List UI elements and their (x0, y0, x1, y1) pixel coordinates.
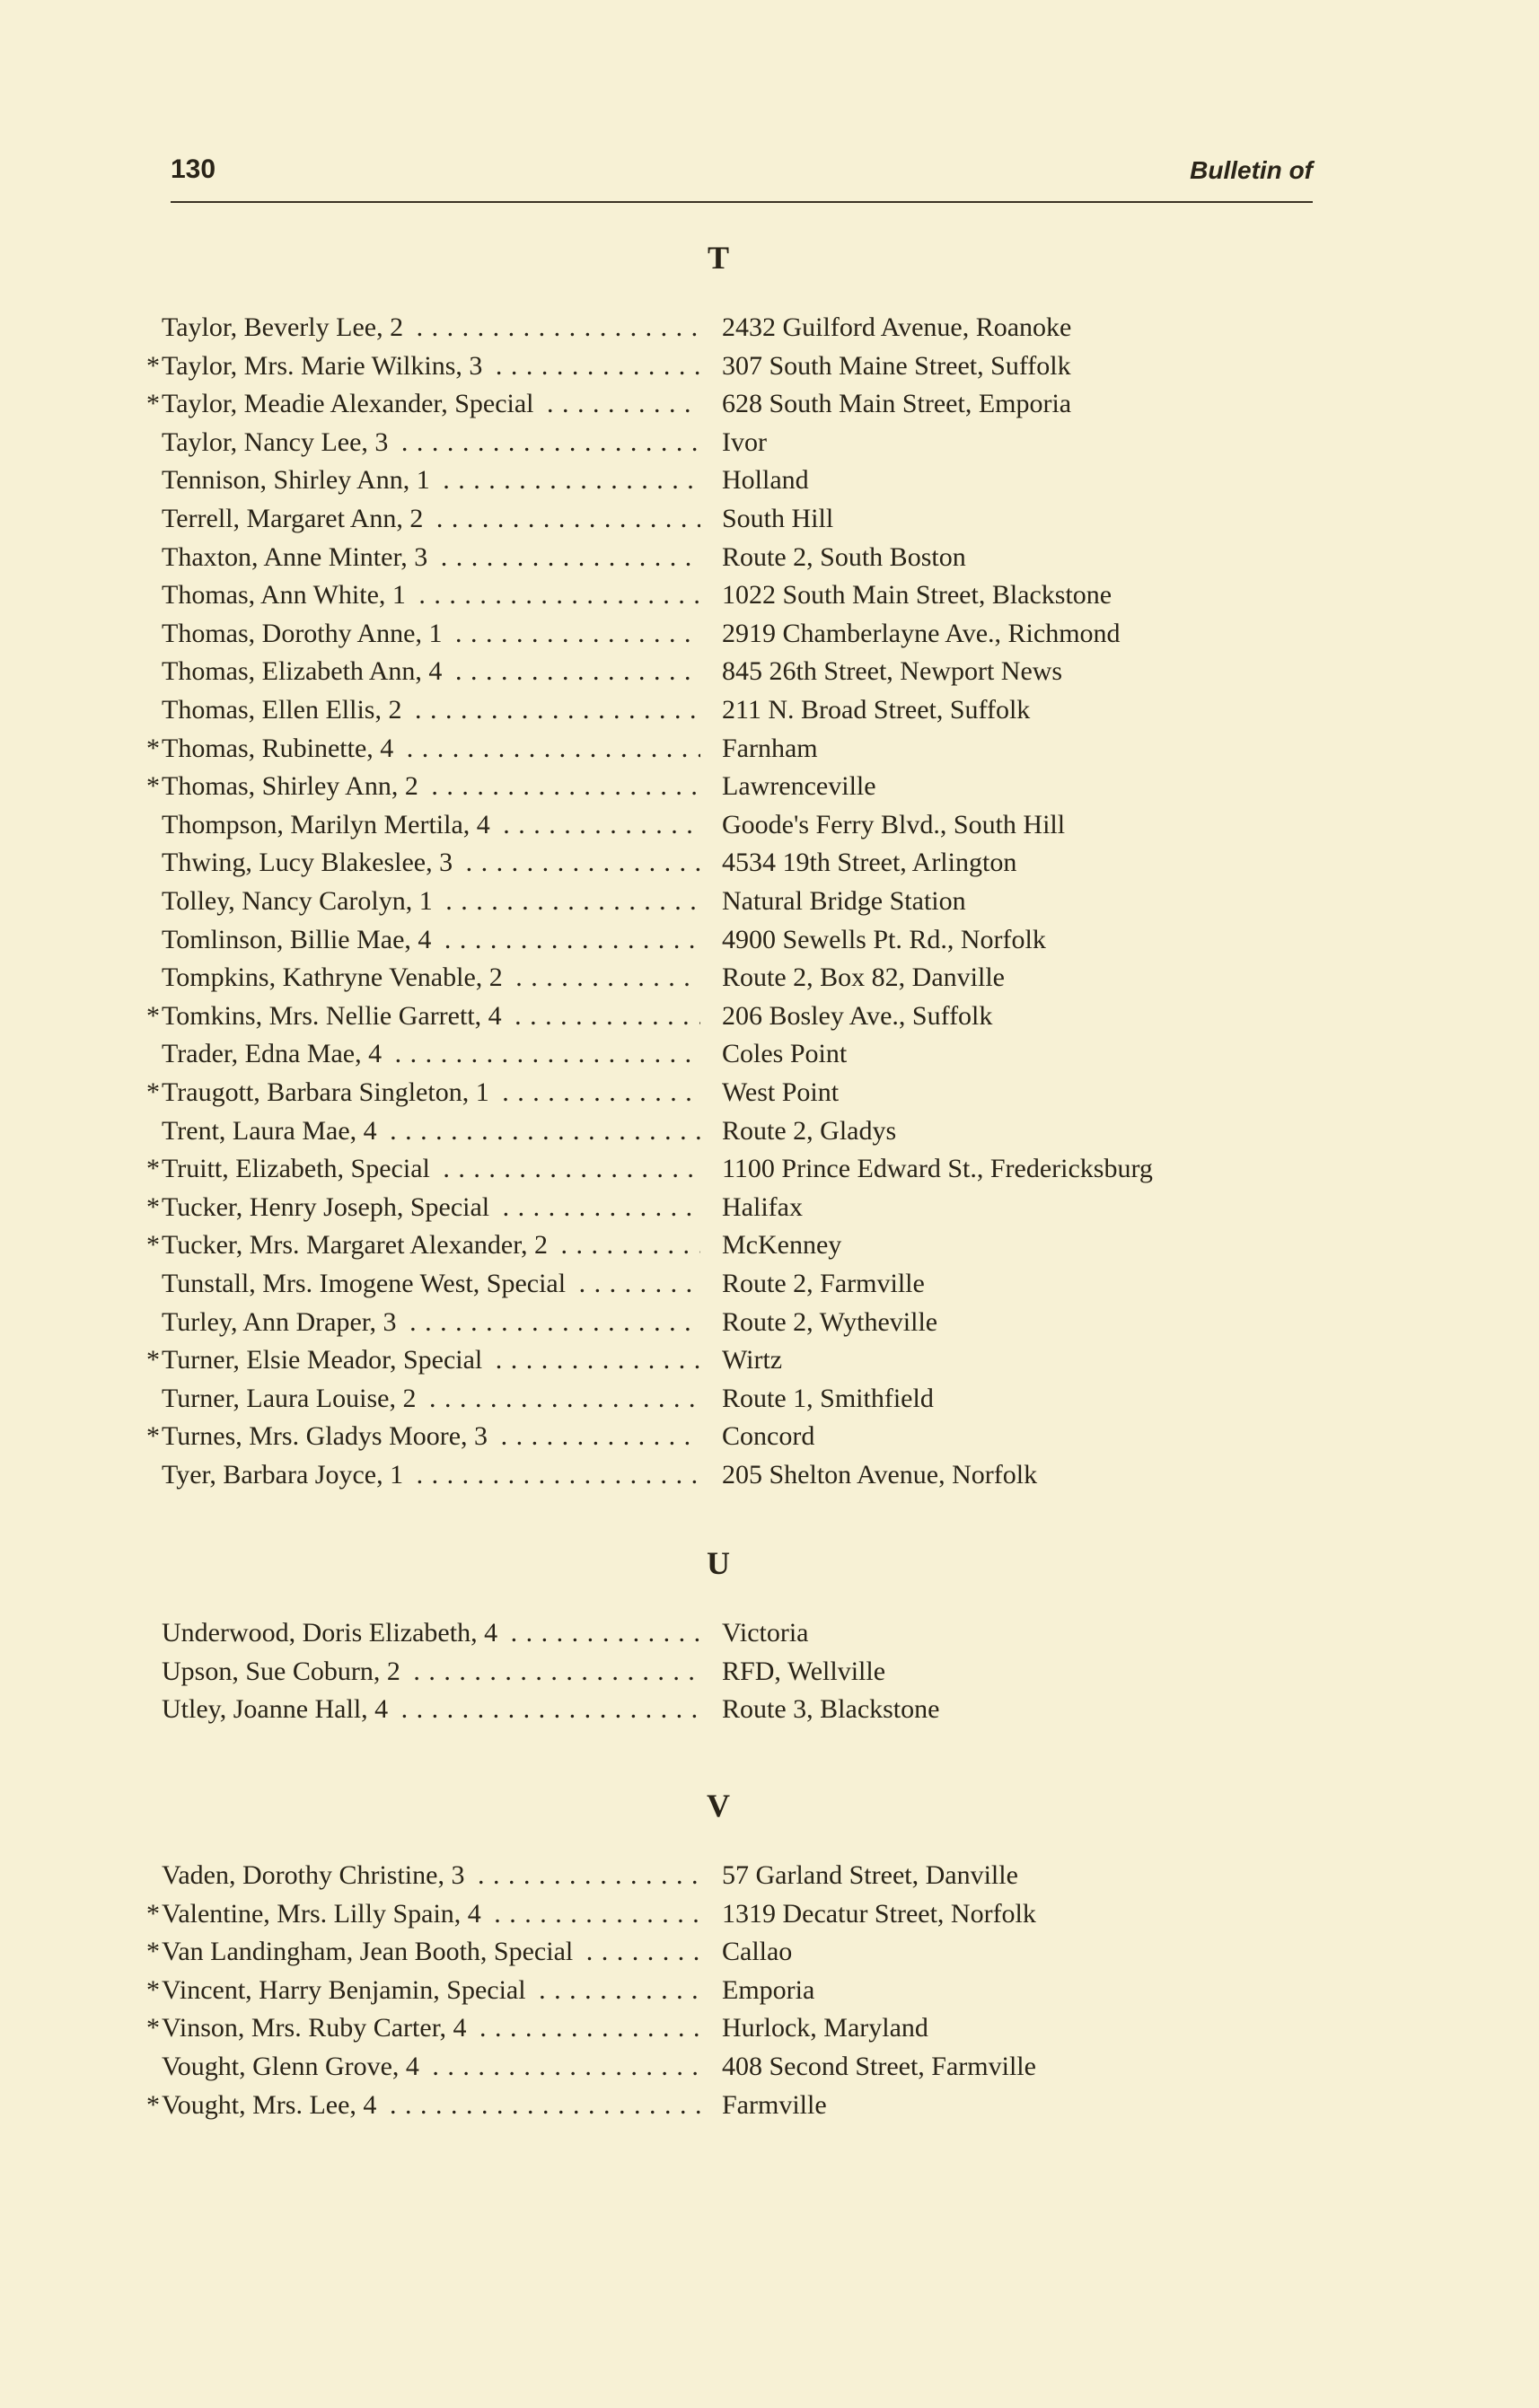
directory-entry (0, 1895, 1539, 1933)
page-number: 130 (171, 154, 216, 184)
entry-name-leader (162, 1418, 700, 1455)
entry-name: Tennison, Shirley Ann, 1 (162, 465, 435, 495)
directory-entry (0, 768, 1539, 805)
directory-entry (0, 500, 1539, 538)
entry-name-leader (162, 309, 700, 347)
entry-name-leader (162, 1189, 700, 1226)
directory-entry (0, 1304, 1539, 1341)
asterisk-mark: * (146, 1421, 160, 1451)
entry-name: Utley, Joanne Hall, 4 (162, 1694, 393, 1724)
entry-address: Emporia (718, 1972, 814, 2009)
entry-address: 57 Garland Street, Danville (718, 1857, 1018, 1894)
entry-address: 845 26th Street, Newport News (718, 653, 1062, 690)
directory-entry (0, 844, 1539, 882)
directory-entry (0, 1074, 1539, 1112)
entry-address: 2432 Guilford Avenue, Roanoke (718, 309, 1071, 347)
entry-address: 2919 Chamberlayne Ave., Richmond (718, 615, 1121, 653)
directory-entry (0, 2048, 1539, 2086)
directory-entry (0, 615, 1539, 653)
entry-name-leader (162, 1341, 700, 1379)
entry-name: Tunstall, Mrs. Imogene West, Special (162, 1269, 571, 1298)
directory-entry (0, 461, 1539, 499)
asterisk-mark: * (146, 771, 160, 801)
entry-address: South Hill (718, 500, 833, 538)
asterisk-mark: * (146, 734, 160, 763)
entry-name-leader (162, 1857, 700, 1894)
asterisk-mark: * (146, 1230, 160, 1260)
entry-address: 206 Bosley Ave., Suffolk (718, 997, 992, 1035)
entry-name: Tomlinson, Billie Mae, 4 (162, 925, 436, 954)
entry-name-leader (162, 1112, 700, 1150)
directory-entry (0, 653, 1539, 690)
entry-name: Thomas, Ellen Ellis, 2 (162, 695, 407, 725)
entry-name-leader (162, 1074, 700, 1112)
directory-entry (0, 576, 1539, 614)
entry-address: 4534 19th Street, Arlington (718, 844, 1016, 882)
entry-name: Tompkins, Kathryne Venable, 2 (162, 962, 508, 992)
directory-entry (0, 959, 1539, 997)
entry-name: Thwing, Lucy Blakeslee, 3 (162, 848, 458, 877)
asterisk-mark: * (146, 1154, 160, 1183)
entry-name-leader (162, 691, 700, 729)
entry-name: Thomas, Dorothy Anne, 1 (162, 619, 447, 648)
entry-name-leader (162, 461, 700, 499)
entry-name: Thomas, Elizabeth Ann, 4 (162, 656, 447, 686)
asterisk-mark: * (146, 1077, 160, 1107)
entry-address: 628 South Main Street, Emporia (718, 385, 1071, 423)
directory-entry (0, 1035, 1539, 1073)
entry-address: Lawrenceville (718, 768, 876, 805)
entry-address: 1100 Prince Edward St., Fredericksburg (718, 1150, 1153, 1188)
entry-name: Upson, Sue Coburn, 2 (162, 1657, 406, 1686)
entry-name-leader (162, 959, 700, 997)
directory-entry (0, 1933, 1539, 1971)
entry-name-leader (162, 844, 700, 882)
entry-address: 211 N. Broad Street, Suffolk (718, 691, 1030, 729)
directory-entry (0, 1691, 1539, 1728)
entry-address: Halifax (718, 1189, 803, 1226)
directory-entry (0, 1150, 1539, 1188)
asterisk-mark: * (146, 1001, 160, 1031)
directory-entry (0, 1456, 1539, 1494)
directory-entry (0, 385, 1539, 423)
entry-name-leader (162, 1226, 700, 1264)
entry-name: Taylor, Beverly Lee, 2 (162, 312, 409, 342)
entry-address: Ivor (718, 424, 767, 461)
entry-name-leader (162, 424, 700, 461)
entry-name-leader (162, 1456, 700, 1494)
entry-name-leader (162, 1691, 700, 1728)
entry-name-leader (162, 883, 700, 920)
entry-name: Thomas, Rubinette, 4 (162, 734, 399, 763)
directory-entry (0, 2009, 1539, 2047)
entry-name-leader (162, 1035, 700, 1073)
entry-address: West Point (718, 1074, 839, 1112)
entry-address: 205 Shelton Avenue, Norfolk (718, 1456, 1037, 1494)
entry-name: Vought, Glenn Grove, 4 (162, 2052, 425, 2081)
entry-name: Tucker, Mrs. Margaret Alexander, 2 (162, 1230, 553, 1260)
entry-address: Route 2, Box 82, Danville (718, 959, 1005, 997)
entry-name: Vought, Mrs. Lee, 4 (162, 2090, 382, 2120)
entry-name: Turner, Elsie Meador, Special (162, 1345, 488, 1375)
directory-entry (0, 997, 1539, 1035)
entry-name-leader (162, 1304, 700, 1341)
entry-address: Concord (718, 1418, 814, 1455)
entry-address: Farnham (718, 730, 818, 768)
section-letter-u: U (707, 1545, 730, 1581)
entry-address: Natural Bridge Station (718, 883, 966, 920)
entry-name: Underwood, Doris Elizabeth, 4 (162, 1618, 503, 1648)
entry-name: Turner, Laura Louise, 2 (162, 1384, 421, 1413)
directory-entry (0, 1112, 1539, 1150)
asterisk-mark: * (146, 1975, 160, 2005)
asterisk-mark: * (146, 2013, 160, 2043)
entry-name: Taylor, Mrs. Marie Wilkins, 3 (162, 351, 488, 381)
directory-entry (0, 691, 1539, 729)
entry-address: Route 2, Farmville (718, 1265, 925, 1303)
entry-address: Route 1, Smithfield (718, 1380, 934, 1418)
directory-entry (0, 1189, 1539, 1226)
entry-address: Farmville (718, 2087, 827, 2124)
entry-name-leader (162, 500, 700, 538)
directory-entry (0, 730, 1539, 768)
entry-address: 408 Second Street, Farmville (718, 2048, 1036, 2086)
directory-entry (0, 883, 1539, 920)
entry-address: Coles Point (718, 1035, 847, 1073)
entry-address: Callao (718, 1933, 792, 1971)
entry-name: Trader, Edna Mae, 4 (162, 1039, 387, 1068)
entry-name: Truitt, Elizabeth, Special (162, 1154, 435, 1183)
directory-entry (0, 806, 1539, 844)
asterisk-mark: * (146, 351, 160, 381)
entry-address: Route 2, Gladys (718, 1112, 896, 1150)
entry-name: Vaden, Dorothy Christine, 3 (162, 1860, 470, 1890)
entry-name: Turley, Ann Draper, 3 (162, 1307, 402, 1337)
entry-name-leader (162, 806, 700, 844)
entry-name: Tolley, Nancy Carolyn, 1 (162, 886, 438, 916)
entry-name-leader (162, 1265, 700, 1303)
entry-name-leader (162, 1614, 700, 1652)
directory-entry (0, 1653, 1539, 1691)
asterisk-mark: * (146, 2090, 160, 2120)
entry-address: McKenney (718, 1226, 841, 1264)
directory-entry (0, 1380, 1539, 1418)
directory-entry (0, 1972, 1539, 2009)
entry-address: 307 South Maine Street, Suffolk (718, 347, 1071, 385)
entry-name: Trent, Laura Mae, 4 (162, 1116, 383, 1146)
entry-address: Holland (718, 461, 809, 499)
entry-name-leader (162, 1380, 700, 1418)
entry-name-leader (162, 2009, 700, 2047)
entry-name-leader (162, 1895, 700, 1933)
directory-entry (0, 921, 1539, 959)
entry-name-leader (162, 385, 700, 423)
directory-entry (0, 1614, 1539, 1652)
entry-name-leader (162, 1653, 700, 1691)
entry-name: Thomas, Ann White, 1 (162, 580, 411, 610)
entry-name: Valentine, Mrs. Lilly Spain, 4 (162, 1899, 487, 1929)
running-title: Bulletin of (1190, 156, 1313, 184)
entry-name: Thomas, Shirley Ann, 2 (162, 771, 424, 801)
entry-name-leader (162, 539, 700, 576)
entry-address: Route 2, Wytheville (718, 1304, 937, 1341)
entry-name: Tomkins, Mrs. Nellie Garrett, 4 (162, 1001, 507, 1031)
directory-entry (0, 539, 1539, 576)
entry-name: Tucker, Henry Joseph, Special (162, 1192, 495, 1222)
entry-name-leader (162, 730, 700, 768)
entry-name-leader (162, 1972, 700, 2009)
entry-name-leader (162, 1933, 700, 1971)
entry-name: Taylor, Meadie Alexander, Special (162, 389, 540, 418)
section-letter-v: V (707, 1788, 730, 1824)
entry-address: Goode's Ferry Blvd., South Hill (718, 806, 1065, 844)
entry-name: Terrell, Margaret Ann, 2 (162, 504, 428, 533)
entry-name: Vinson, Mrs. Ruby Carter, 4 (162, 2013, 471, 2043)
entry-name: Thompson, Marilyn Mertila, 4 (162, 810, 496, 839)
entry-name-leader (162, 768, 700, 805)
asterisk-mark: * (146, 1192, 160, 1222)
entry-address: Victoria (718, 1614, 809, 1652)
directory-entry (0, 1418, 1539, 1455)
entry-address: 1022 South Main Street, Blackstone (718, 576, 1112, 614)
entry-address: RFD, Wellville (718, 1653, 885, 1691)
entry-name: Van Landingham, Jean Booth, Special (162, 1937, 578, 1966)
asterisk-mark: * (146, 389, 160, 418)
entry-address: 1319 Decatur Street, Norfolk (718, 1895, 1036, 1933)
directory-entry (0, 2087, 1539, 2124)
directory-entry (0, 1857, 1539, 1894)
directory-entry (0, 309, 1539, 347)
asterisk-mark: * (146, 1899, 160, 1929)
entry-name-leader (162, 2087, 700, 2124)
entry-name-leader (162, 576, 700, 614)
directory-entry (0, 424, 1539, 461)
entry-name: Thaxton, Anne Minter, 3 (162, 542, 433, 572)
entry-address: Route 3, Blackstone (718, 1691, 939, 1728)
entry-name-leader (162, 921, 700, 959)
entry-address: Wirtz (718, 1341, 782, 1379)
directory-entry (0, 1265, 1539, 1303)
entry-name-leader (162, 653, 700, 690)
entry-name-leader (162, 615, 700, 653)
entry-name: Vincent, Harry Benjamin, Special (162, 1975, 532, 2005)
page-header (171, 154, 1313, 203)
directory-entry (0, 347, 1539, 385)
entry-address: 4900 Sewells Pt. Rd., Norfolk (718, 921, 1046, 959)
entry-name: Taylor, Nancy Lee, 3 (162, 427, 393, 457)
entry-name-leader (162, 997, 700, 1035)
entry-name: Tyer, Barbara Joyce, 1 (162, 1460, 409, 1490)
entry-address: Route 2, South Boston (718, 539, 966, 576)
section-letter-t: T (707, 240, 729, 276)
entry-name-leader (162, 1150, 700, 1188)
asterisk-mark: * (146, 1937, 160, 1966)
directory-entry (0, 1341, 1539, 1379)
entry-name: Traugott, Barbara Singleton, 1 (162, 1077, 495, 1107)
entry-name-leader (162, 347, 700, 385)
entry-name-leader (162, 2048, 700, 2086)
entry-name: Turnes, Mrs. Gladys Moore, 3 (162, 1421, 493, 1451)
directory-entry (0, 1226, 1539, 1264)
entry-address: Hurlock, Maryland (718, 2009, 928, 2047)
asterisk-mark: * (146, 1345, 160, 1375)
